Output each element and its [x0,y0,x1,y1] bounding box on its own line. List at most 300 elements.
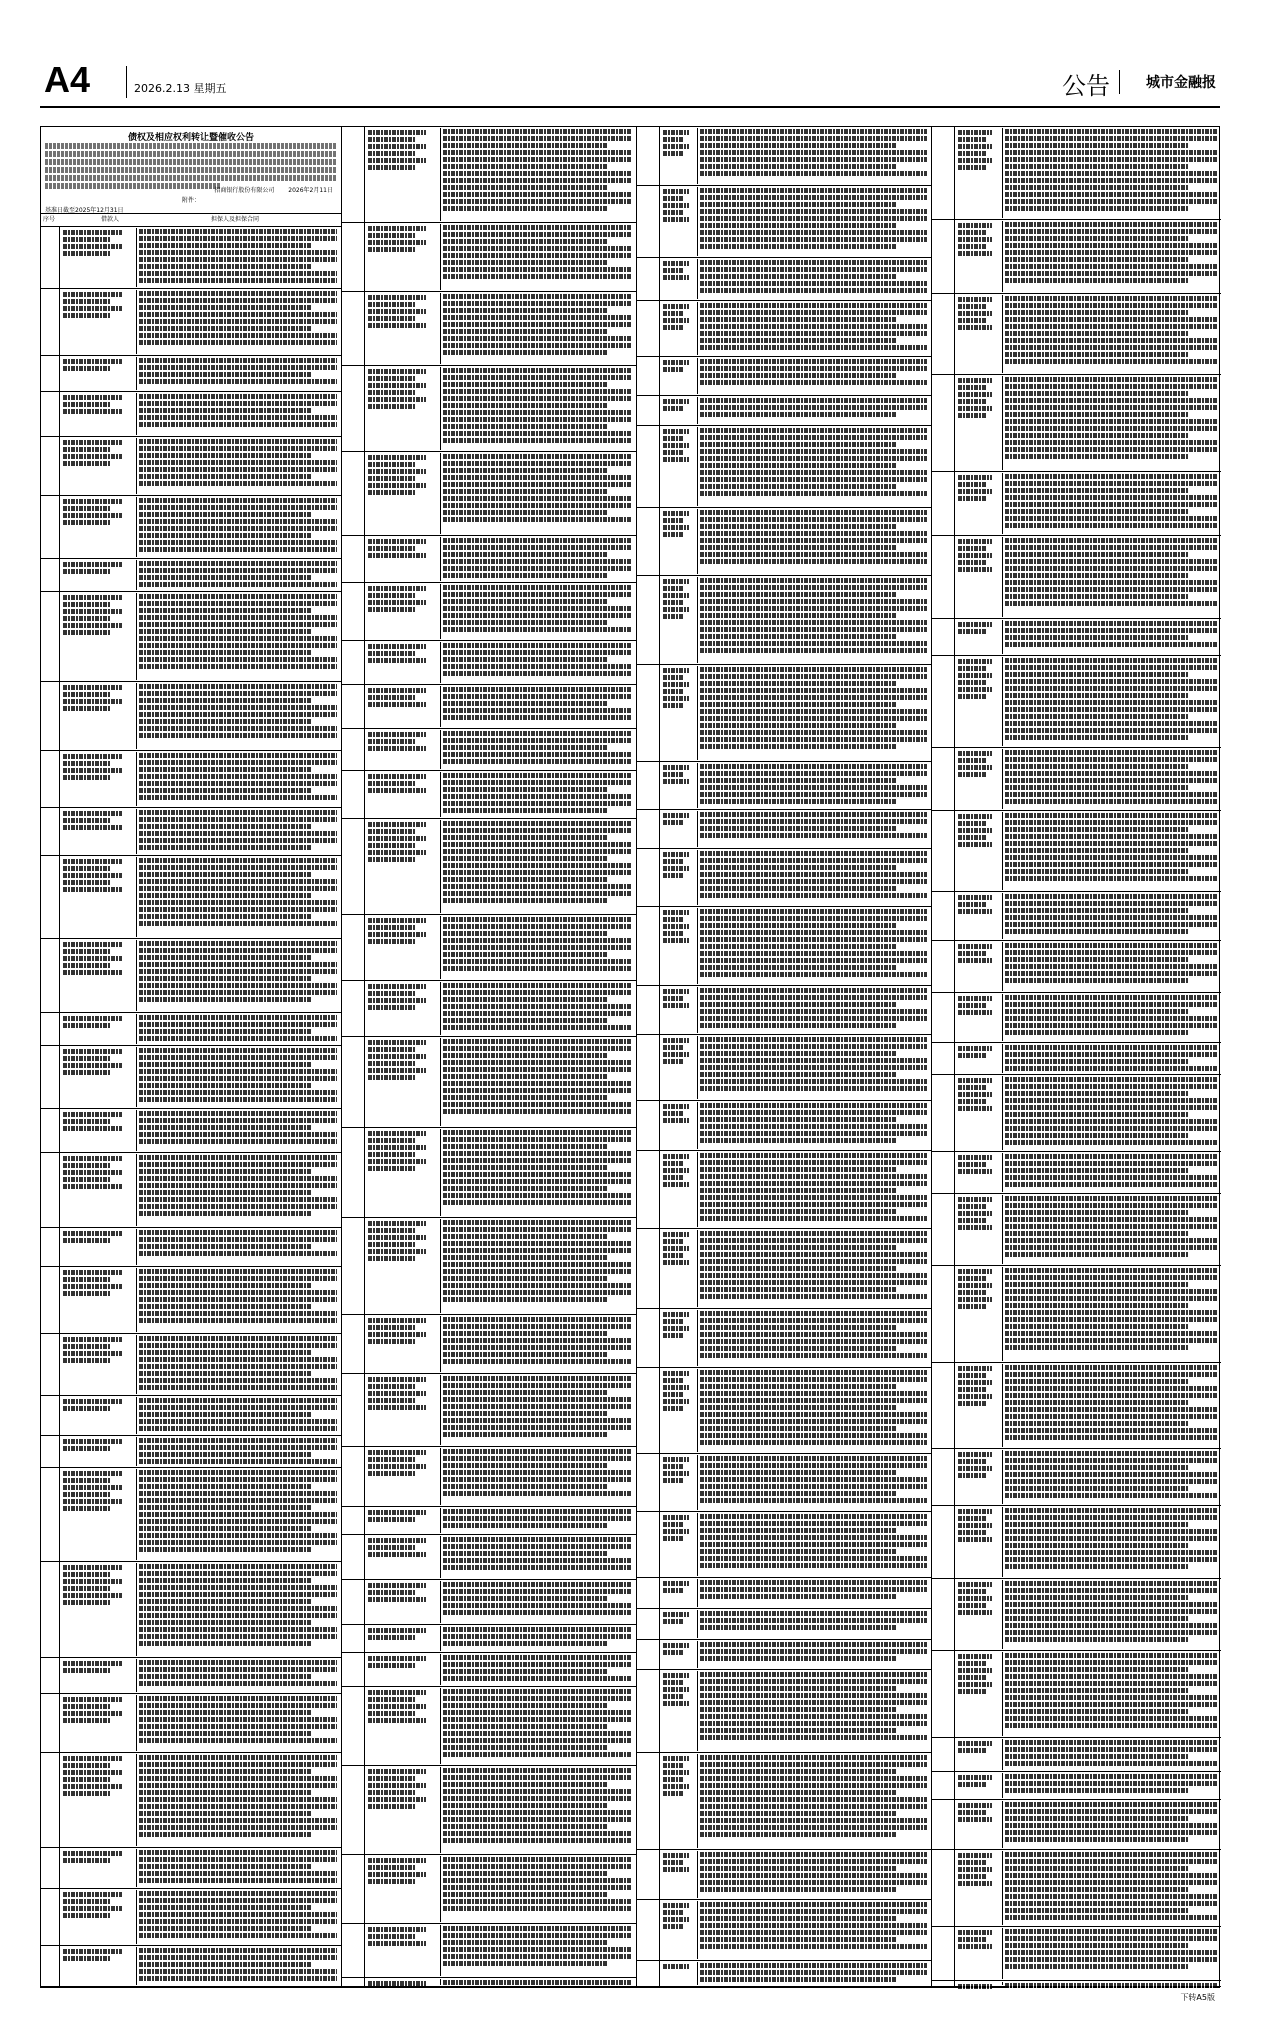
cell-divider [659,986,660,1034]
newspaper-name: 城市金融报 [1146,75,1216,91]
table-row [932,1738,1221,1772]
table-row [41,1658,341,1694]
table-row [637,186,931,258]
table-row [932,1800,1221,1850]
table-row [932,472,1221,536]
cell-divider [954,1850,955,1926]
guarantee-cell [697,1851,929,1898]
borrower-cell [366,773,434,795]
borrower-cell [661,851,691,880]
cell-divider [364,1978,365,1986]
cell-divider [59,592,60,681]
table-row [41,392,341,437]
borrower-cell [366,731,434,753]
borrower-cell [61,358,130,373]
guarantee-cell [1002,221,1219,292]
borrower-cell [956,1653,996,1696]
guarantee-cell [440,293,634,364]
guarantee-cell [697,811,929,847]
cell-divider [364,1924,365,1977]
borrower-cell [61,1336,130,1365]
cell-divider [954,892,955,940]
guarantee-cell [136,1754,339,1846]
guarantee-cell [1002,1153,1219,1192]
guarantee-cell [440,224,634,290]
table-row [932,993,1221,1043]
borrower-cell [661,909,691,945]
table-row [342,583,636,641]
table-row [41,289,341,356]
table-row [41,682,341,751]
guarantee-cell [440,916,634,979]
guarantee-cell [440,1767,634,1853]
guarantee-cell [136,228,339,287]
borrower-cell [366,454,434,497]
borrower-cell [61,1111,130,1133]
notice-intro [45,141,337,191]
cell-divider [659,665,660,761]
cell-divider [364,1218,365,1314]
guarantee-cell [136,497,339,557]
table-row [637,1151,931,1229]
table-row [637,1512,931,1578]
guarantee-cell [136,1437,339,1466]
cell-divider [659,1035,660,1100]
table-row [41,1267,341,1334]
table-row [932,1772,1221,1800]
section-name: 公告 [1062,72,1110,100]
table-row [41,1436,341,1468]
guarantee-cell [697,1641,929,1668]
cell-divider [954,619,955,655]
cell-divider [364,292,365,365]
borrower-cell [366,1689,434,1725]
guarantee-cell [697,1455,929,1510]
cell-divider [954,220,955,293]
cell-divider [59,1946,60,1986]
table-row [637,1640,931,1670]
borrower-cell [366,1627,434,1642]
borrower-cell [661,359,691,374]
guarantee-cell [697,577,929,663]
borrower-cell [661,1902,691,1931]
continuation-note: 下转A5版 [1180,1993,1215,2002]
table-row [932,619,1221,656]
table-row [342,1687,636,1766]
guarantee-cell [136,1154,339,1226]
cell-divider [659,1900,660,1960]
borrower-cell [956,1983,996,1991]
table-row [932,1449,1221,1506]
guarantee-cell [697,259,929,299]
borrower-cell [956,1045,996,1060]
borrower-cell [661,1755,691,1798]
table-row [637,576,931,665]
table-row [41,227,341,289]
table-row [932,1981,1221,1987]
borrower-cell [661,1611,691,1626]
borrower-cell [956,894,996,916]
borrower-cell [61,1398,130,1413]
cell-divider [954,748,955,810]
borrower-cell [61,1948,130,1963]
borrower-cell [61,684,130,713]
table-row [41,1153,341,1228]
borrower-cell [661,1672,691,1708]
cell-divider [364,1447,365,1506]
borrower-cell [366,821,434,864]
cell-divider [659,810,660,848]
cell-divider [59,682,60,750]
cell-divider [364,127,365,222]
table-row [342,1315,636,1374]
cell-divider [954,1651,955,1737]
cell-divider [59,1153,60,1227]
table-row [637,810,931,849]
table-row [342,1924,636,1978]
cell-divider [954,1981,955,1986]
guarantee-cell [136,1659,339,1692]
table-row [342,771,636,819]
cell-divider [659,762,660,809]
borrower-cell [366,1980,434,1988]
cell-divider [364,223,365,291]
borrower-cell [366,1655,434,1670]
table-row [41,437,341,496]
cell-divider [954,1772,955,1799]
guarantee-cell [440,537,634,581]
guarantee-cell [1002,128,1219,218]
table-row [932,1927,1221,1981]
cell-divider [59,1468,60,1561]
notice-title: 债权及相应权利转让暨催收公告 [127,133,254,143]
guarantee-cell [697,358,929,394]
guarantee-cell [136,1047,339,1107]
cell-divider [954,127,955,219]
table-row [342,127,636,223]
header-borrower: 借款人 [101,216,120,223]
borrower-cell [61,1470,130,1513]
table-row [342,641,636,685]
table-row [342,366,636,452]
cell-divider [659,576,660,664]
borrower-cell [956,1196,996,1232]
cell-divider [364,452,365,535]
cell-divider [59,1046,60,1108]
table-row [342,452,636,536]
borrower-cell [956,1581,996,1617]
table-row [637,986,931,1035]
borrower-cell [661,428,691,464]
table-row [637,849,931,907]
cell-divider [659,1640,660,1669]
guarantee-cell [440,1581,634,1623]
cell-divider [954,1075,955,1151]
borrower-cell [956,222,996,258]
table-row [637,1101,931,1151]
guarantee-cell [697,666,929,760]
table-header [41,213,341,227]
guarantee-cell [1002,620,1219,654]
borrower-cell [956,129,996,172]
guarantee-cell [1002,994,1219,1041]
cell-divider [659,1368,660,1453]
guarantee-cell [1002,1044,1219,1073]
borrower-cell [366,1857,434,1886]
borrower-cell [956,1154,996,1176]
borrower-cell [661,1456,691,1485]
borrower-cell [366,1926,434,1948]
cell-divider [59,392,60,436]
table-row [41,592,341,682]
cell-divider [59,1694,60,1752]
guarantee-cell [136,809,339,854]
borrower-cell [956,1852,996,1888]
borrower-cell [61,594,130,637]
cell-divider [59,1753,60,1847]
masthead [40,58,1220,104]
borrower-cell [661,1311,691,1340]
table-row [932,1651,1221,1738]
guarantee-cell [440,128,634,221]
guarantee-cell [697,187,929,256]
guarantee-cell [440,1448,634,1505]
guarantee-cell [697,1036,929,1099]
column-4 [931,127,1221,1987]
borrower-cell [661,398,691,413]
cell-divider [954,1194,955,1265]
table-row [342,1037,636,1128]
cell-divider [364,366,365,451]
cell-divider [954,811,955,891]
guarantee-cell [440,1925,634,1976]
borrower-cell [61,291,130,320]
borrower-cell [366,643,434,665]
table-row [932,941,1221,993]
guarantee-cell [440,1219,634,1313]
borrower-cell [661,1153,691,1189]
table-row [342,223,636,292]
table-row [41,939,341,1013]
borrower-cell [61,1696,130,1725]
table-row [932,294,1221,375]
guarantee-cell [697,302,929,355]
signature-date: 2026年2月11日 [288,187,333,194]
table-row [342,1978,636,1987]
guarantee-cell [136,752,339,806]
guarantee-cell [697,1230,929,1307]
cell-divider [364,1625,365,1652]
borrower-cell [956,621,996,636]
borrower-cell [61,1015,130,1030]
guarantee-cell [697,1369,929,1452]
table-row [41,559,341,592]
cell-divider [59,1889,60,1945]
table-row [932,1850,1221,1927]
borrower-cell [61,498,130,527]
cell-divider [364,1315,365,1373]
table-row [932,220,1221,294]
borrower-cell [61,1438,130,1453]
cell-divider [659,258,660,300]
table-row [637,1309,931,1368]
cell-divider [954,1927,955,1980]
cell-divider [59,1267,60,1333]
guarantee-cell [1002,376,1219,470]
cell-divider [659,127,660,185]
table-row [41,496,341,559]
borrower-cell [61,439,130,468]
borrower-cell [366,1582,434,1604]
table-row [932,1363,1221,1449]
guarantee-cell [1002,473,1219,534]
table-row [932,127,1221,220]
table-row [342,1535,636,1580]
borrower-cell [956,813,996,849]
guarantee-cell [1002,295,1219,373]
borrower-cell [366,294,434,330]
table-row [342,915,636,981]
borrower-cell [956,1077,996,1113]
table-row [41,808,341,856]
masthead-divider [126,66,127,98]
table-row [932,1266,1221,1363]
guarantee-cell [440,1038,634,1126]
borrower-cell [661,578,691,621]
borrower-cell [61,1755,130,1798]
table-row [932,1506,1221,1579]
table-row [637,301,931,357]
masthead-rule [40,106,1220,108]
table-row [41,1013,341,1046]
guarantee-cell [136,1229,339,1265]
cell-divider [59,939,60,1012]
borrower-cell [61,1660,130,1675]
borrower-cell [366,1537,434,1559]
table-row [41,1753,341,1848]
cell-divider [364,641,365,684]
cell-divider [659,396,660,425]
guarantee-cell [440,1654,634,1685]
guarantee-cell [1002,942,1219,991]
cell-divider [364,1374,365,1446]
cell-divider [659,1578,660,1608]
guarantee-cell [697,509,929,574]
table-row [932,1043,1221,1075]
cell-divider [364,1507,365,1534]
table-row [932,1075,1221,1152]
cell-divider [954,1738,955,1771]
table-row [932,1152,1221,1194]
guarantee-cell [697,1610,929,1638]
signatory: 招商银行股份有限公司 [214,187,275,194]
table-row [41,1694,341,1753]
guarantee-cell [1002,1982,1219,1985]
guarantee-cell [1002,537,1219,617]
table-row [932,748,1221,811]
borrower-cell [366,368,434,411]
guarantee-cell [440,982,634,1035]
borrower-cell [661,303,691,332]
cell-divider [659,1101,660,1150]
borrower-cell [661,1037,691,1066]
column-1 [41,127,341,1987]
borrower-cell [661,1642,691,1657]
table-row [932,536,1221,619]
borrower-cell [661,1370,691,1413]
guarantee-cell [1002,812,1219,890]
borrower-cell [366,917,434,946]
table-row [41,1396,341,1436]
borrower-cell [956,1508,996,1544]
borrower-cell [956,1774,996,1789]
table-row [342,1766,636,1855]
attachment-label: 附件： [181,197,200,204]
cell-divider [659,1151,660,1228]
table-row [637,1850,931,1900]
table-row [932,656,1221,748]
guarantee-cell [697,908,929,984]
borrower-cell [61,1564,130,1607]
guarantee-cell [136,1335,339,1394]
table-row [41,856,341,939]
borrower-cell [61,1850,130,1865]
table-row [637,426,931,508]
table-row [342,1128,636,1218]
guarantee-cell [697,1671,929,1751]
cell-divider [659,1512,660,1577]
guarantee-cell [136,857,339,937]
cell-divider [954,1579,955,1650]
table-row [637,1578,931,1609]
guarantee-cell [697,427,929,506]
cell-divider [59,1562,60,1657]
guarantee-cell [440,1626,634,1651]
guarantee-cell [440,1508,634,1533]
guarantee-cell [440,730,634,769]
guarantee-cell [136,560,339,590]
borrower-cell [956,750,996,779]
borrower-cell [956,1451,996,1480]
cell-divider [59,1228,60,1266]
guarantee-cell [440,453,634,534]
guarantee-cell [697,1513,929,1576]
table-row [637,1229,931,1309]
cell-divider [59,808,60,855]
cell-divider [954,993,955,1042]
guarantee-cell [697,987,929,1033]
guarantee-cell [440,584,634,639]
cell-divider [364,981,365,1036]
cell-divider [954,1506,955,1578]
table-row [637,258,931,301]
cell-divider [954,1800,955,1849]
borrower-cell [61,561,130,576]
borrower-cell [956,943,996,965]
borrower-cell [61,1048,130,1077]
borrower-cell [956,1929,996,1951]
cell-divider [59,496,60,558]
guarantee-cell [697,850,929,905]
cell-divider [364,1687,365,1765]
cell-divider [59,1334,60,1395]
table-row [637,762,931,810]
table-row [342,1447,636,1507]
cell-divider [59,1396,60,1435]
table-row [932,1194,1221,1266]
table-row [637,1035,931,1101]
table-row [637,1753,931,1850]
